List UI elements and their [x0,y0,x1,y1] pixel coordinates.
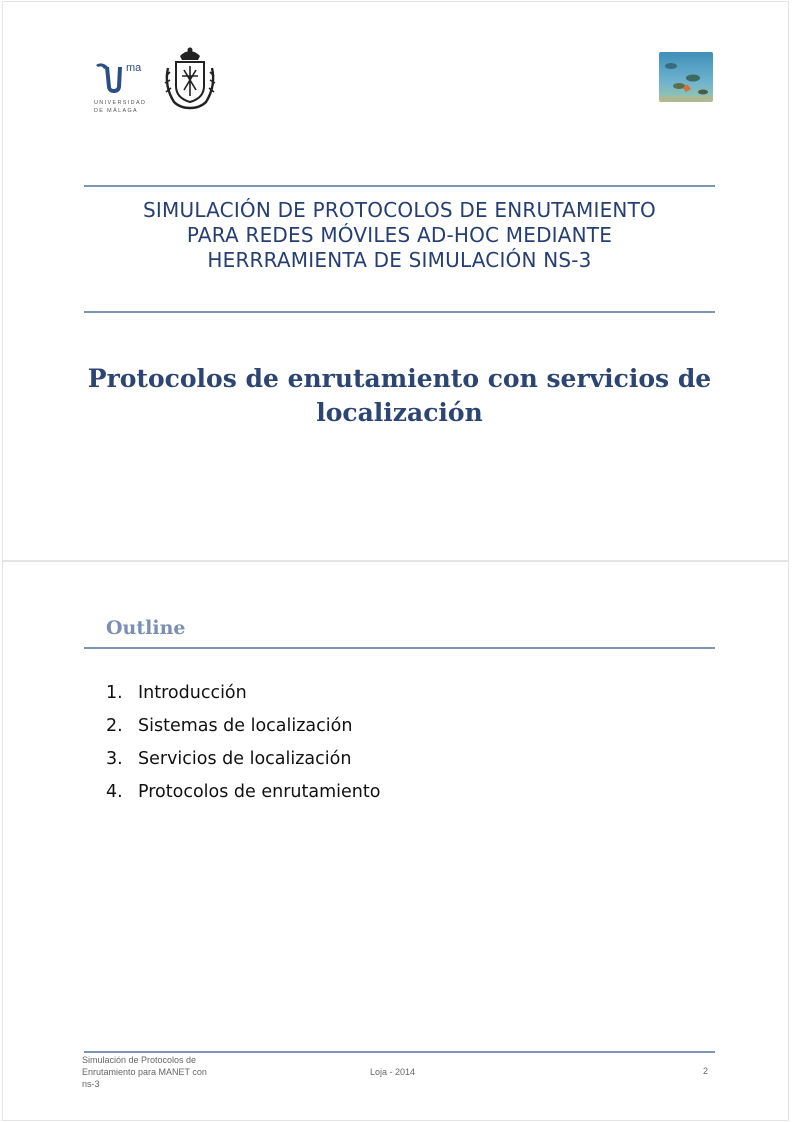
main-title-line-2: localización [316,398,483,427]
main-title-line-1: Protocolos de enrutamiento con servicios de [87,364,712,393]
header-bottom-rule [84,311,715,313]
uma-logo [94,57,154,115]
footer-left-line-1: Simulación de Protocolos de [82,1055,197,1065]
outline-title: Outline [106,617,186,639]
uma-text-line1: UNIVERSIDAD [94,100,147,106]
header-title [84,198,715,273]
outline-item-label: Servicios de localización [138,749,352,769]
uma-text-line2: DE MÁLAGA [94,108,139,114]
footer-rule [84,1051,715,1053]
sea-turtles-photo [659,52,713,102]
outline-item [106,743,380,776]
outline-item-number: 2. [106,716,123,736]
header-line-1: SIMULACIÓN DE PROTOCOLOS DE ENRUTAMIENTO [143,198,656,222]
outline-rule [84,647,715,649]
outline-item-label: Introducción [138,683,247,703]
slide-outline [2,561,789,1121]
header-line-2: PARA REDES MÓVILES AD-HOC MEDIANTE [186,223,613,247]
footer-left-line-2: Enrutamiento para MANET con [82,1067,207,1077]
outline-item [106,677,380,710]
header-top-rule [84,185,715,187]
header-line-3: HERRRAMIENTA DE SIMULACIÓN NS-3 [207,248,592,272]
slide-main-title [84,362,715,430]
footer-left-line-3: ns-3 [82,1079,100,1089]
uma-mark-text: ma [126,62,142,74]
outline-list [106,677,380,809]
page-number: 2 [702,1066,708,1076]
outline-item-label: Sistemas de localización [138,716,353,736]
outline-item-number: 1. [106,683,123,703]
footer-course-title [82,1054,242,1090]
university-crest-icon [162,46,218,112]
outline-item [106,776,380,809]
outline-item-number: 4. [106,782,123,802]
outline-item-number: 3. [106,749,123,769]
footer-location-date: Loja - 2014 [370,1067,416,1077]
outline-item [106,710,380,743]
outline-item-label: Protocolos de enrutamiento [138,782,381,802]
